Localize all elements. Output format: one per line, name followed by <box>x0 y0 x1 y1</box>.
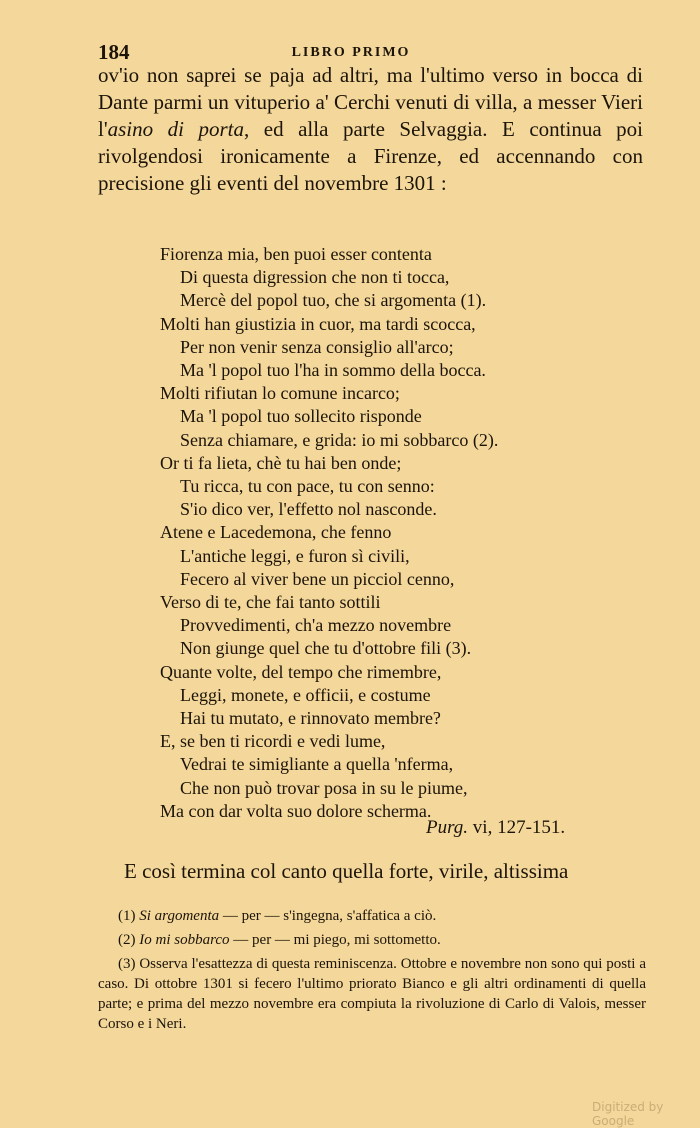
footnote-number: (3) <box>118 956 140 972</box>
body-paragraph <box>98 62 643 197</box>
poem-verse: Fiorenza mia, ben puoi esser contenta <box>160 244 432 264</box>
poem-verse: Fecero al viver bene un picciol cenno, <box>180 568 455 589</box>
poem-verse: Leggi, monete, e officii, e costume <box>180 684 431 705</box>
footnote <box>98 954 646 1034</box>
poem-verse: Atene e Lacedemona, che fenno <box>160 522 392 543</box>
poem-verse: Senza chiamare, e grida: io mi sobbarco (2). <box>180 429 499 450</box>
watermark: Digitized by Google <box>592 1100 664 1128</box>
footnote-number: (1) <box>118 908 140 924</box>
prose-text-after: , ed alla parte Selvaggia. E continua poi rivolgendosi ironicamente a Firenze, ed accennando con precisione gli eventi del novembre 1301 : <box>98 117 643 195</box>
footnote-gloss: — per — mi piego, mi sottometto. <box>233 932 441 948</box>
citation-work: Purg. <box>426 817 469 838</box>
poem-citation <box>426 817 565 839</box>
footnote-term: Io mi sobbarco <box>139 932 234 948</box>
poem-verse: Di questa digression che non ti tocca, <box>180 267 450 288</box>
prose-italic: asino di porta <box>107 117 245 141</box>
poem-verse: E, se ben ti ricordi e vedi lume, <box>160 731 386 752</box>
poem-verse: Quante volte, del tempo che rimembre, <box>160 661 442 682</box>
poem-block <box>160 243 610 823</box>
poem-verse: L'antiche leggi, e furon sì civili, <box>180 545 410 566</box>
poem-verse: S'io dico ver, l'effetto nol nasconde. <box>180 499 437 520</box>
poem-verse: Tu ricca, tu con pace, tu con senno: <box>180 476 435 497</box>
poem-verse: Ma 'l popol tuo l'ha in sommo della bocca. <box>180 360 486 381</box>
running-head: LIBRO PRIMO <box>291 45 411 60</box>
poem-verse: Verso di te, che fai tanto sottili <box>160 592 381 613</box>
footnotes <box>98 906 646 1038</box>
poem-verse: Per non venir senza consiglio all'arco; <box>180 336 454 357</box>
footnote-term: Si argomenta <box>139 908 223 924</box>
poem-verse: Mercè del popol tuo, che si argomenta (1). <box>180 290 487 311</box>
poem-verse: Non giunge quel che tu d'ottobre fili (3). <box>180 638 472 659</box>
citation-ref: vi, 127-151. <box>472 817 566 838</box>
footnote <box>98 930 646 950</box>
footnote-gloss: Osserva l'esattezza di questa reminiscenza. Ottobre e novembre non sono qui posti a caso. Di ottobre 1301 si fecero l'ultimo priorato Bianco e gli altri ordinamenti di quella parte; e prima del mezzo novembre era compiuta la rivoluzione di Carlo di Valois, messer Corso e i Neri. <box>98 956 646 1032</box>
closing-line: E così termina col canto quella forte, virile, altissima <box>124 859 569 883</box>
poem-verse: Molti han giustizia in cuor, ma tardi scocca, <box>160 313 476 334</box>
poem-verse: Ma con dar volta suo dolore scherma. <box>160 800 432 821</box>
page-number: 184 <box>98 40 130 64</box>
poem-verse: Molti rifiutan lo comune incarco; <box>160 383 400 404</box>
footnote-gloss: — per — s'ingegna, s'affatica a ciò. <box>222 908 437 924</box>
poem-verse: Or ti fa lieta, chè tu hai ben onde; <box>160 452 402 473</box>
footnote <box>98 906 646 926</box>
prose-text: ov'io non saprei se paja ad altri, ma l'ultimo verso in bocca di Dante parmi un vituperio a' Cerchi venuti di villa, a messer Vieri l' <box>98 63 643 141</box>
poem-verse: Provvedimenti, ch'a mezzo novembre <box>180 615 452 636</box>
footnote-number: (2) <box>118 932 140 948</box>
poem-verse: Ma 'l popol tuo sollecito risponde <box>180 406 422 427</box>
poem-verse: Hai tu mutato, e rinnovato membre? <box>180 708 441 729</box>
poem-verse: Vedrai te simigliante a quella 'nferma, <box>180 754 454 775</box>
poem-verse: Che non può trovar posa in su le piume, <box>180 777 468 798</box>
